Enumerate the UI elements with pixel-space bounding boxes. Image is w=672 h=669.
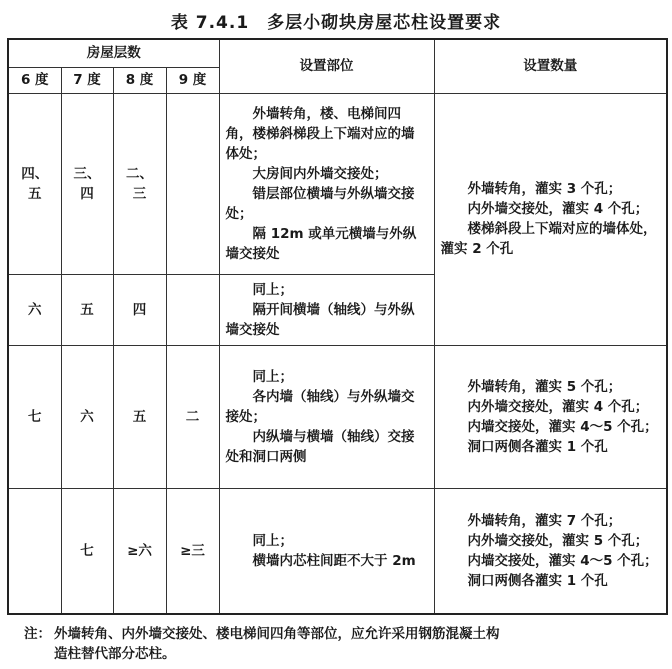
location-line: 大房间内外墙交接处； xyxy=(252,165,388,182)
cell-6-degree: 六 xyxy=(8,274,61,345)
location-cell xyxy=(219,488,434,614)
quantity-line: 内外墙交接处，灌实 4 个孔； xyxy=(467,398,649,415)
quantity-line: 楼梯斜段上下端对应的墙体处，灌实 2 个孔 xyxy=(440,221,657,257)
location-line: 内纵墙与横墙（轴线）交接处和洞口两侧 xyxy=(225,428,415,465)
cell-9-degree xyxy=(166,274,219,345)
cell-7-degree: 七 xyxy=(61,488,113,614)
table-caption: 多层小砌块房屋芯柱设置要求 xyxy=(267,13,502,33)
cell-7-degree: 三、四 xyxy=(61,93,113,274)
intensity-6-header: 6 度 xyxy=(8,67,61,93)
location-header: 设置部位 xyxy=(219,39,434,93)
quantity-cell xyxy=(434,488,667,614)
table-row xyxy=(8,93,667,274)
note-label: 注： xyxy=(24,626,51,642)
cell-6-degree xyxy=(8,488,61,614)
intensity-9-header: 9 度 xyxy=(166,67,219,93)
location-line: 各内墙（轴线）与外纵墙交接处； xyxy=(225,388,415,425)
table-note xyxy=(24,624,664,664)
cell-9-degree xyxy=(166,93,219,274)
cell-8-degree: 五 xyxy=(113,345,166,488)
cell-9-degree: 二 xyxy=(166,345,219,488)
quantity-line: 内外墙交接处，灌实 4 个孔； xyxy=(467,201,649,217)
storeys-header: 房屋层数 xyxy=(8,39,219,67)
cell-9-degree: ≥三 xyxy=(166,488,219,614)
header-row-1 xyxy=(8,39,667,67)
cell-8-degree: 四 xyxy=(113,274,166,345)
location-line: 同上； xyxy=(252,368,293,385)
cell-6-degree: 四、五 xyxy=(8,93,61,274)
quantity-header: 设置数量 xyxy=(434,39,667,93)
intensity-7-header: 7 度 xyxy=(61,67,113,93)
location-line: 隔 12m 或单元横墙与外纵墙交接处 xyxy=(225,225,417,262)
quantity-line: 内墙交接处，灌实 4～5 个孔； xyxy=(467,552,658,569)
quantity-line: 洞口两侧各灌实 1 个孔 xyxy=(467,572,608,589)
table-row xyxy=(8,488,667,614)
cell-7-degree: 六 xyxy=(61,345,113,488)
note-line-1: 外墙转角、内外墙交接处、楼电梯间四角等部位，应允许采用钢筋混凝土构 xyxy=(54,626,500,642)
location-line: 横墙内芯柱间距不大于 2m xyxy=(252,552,416,569)
cell-8-degree: ≥六 xyxy=(113,488,166,614)
quantity-line: 内墙交接处，灌实 4～5 个孔； xyxy=(467,418,658,435)
quantity-line: 洞口两侧各灌实 1 个孔 xyxy=(467,438,608,455)
quantity-line: 内外墙交接处，灌实 5 个孔； xyxy=(467,532,649,549)
table-title xyxy=(0,8,672,33)
quantity-cell xyxy=(434,93,667,345)
intensity-8-header: 8 度 xyxy=(113,67,166,93)
cell-7-degree: 五 xyxy=(61,274,113,345)
quantity-cell xyxy=(434,345,667,488)
table-number: 表 7.4.1 xyxy=(170,13,250,33)
core-column-requirements-table xyxy=(7,38,668,615)
quantity-line: 外墙转角，灌实 7 个孔； xyxy=(467,512,622,529)
table-row xyxy=(8,345,667,488)
cell-8-degree: 二、三 xyxy=(113,93,166,274)
location-line: 隔开间横墙（轴线）与外纵墙交接处 xyxy=(225,301,415,338)
location-cell xyxy=(219,93,434,274)
quantity-line: 外墙转角，灌实 3 个孔； xyxy=(467,181,622,197)
location-line: 外墙转角，楼、电梯间四角，楼梯斜梯段上下端对应的墙体处； xyxy=(225,105,415,162)
cell-6-degree: 七 xyxy=(8,345,61,488)
location-line: 同上； xyxy=(252,532,293,549)
location-cell xyxy=(219,274,434,345)
location-cell xyxy=(219,345,434,488)
location-line: 同上； xyxy=(252,281,293,298)
location-line: 错层部位横墙与外纵墙交接处； xyxy=(225,185,415,222)
note-line-2: 造柱替代部分芯柱。 xyxy=(54,646,176,662)
quantity-line: 外墙转角，灌实 5 个孔； xyxy=(467,378,622,395)
